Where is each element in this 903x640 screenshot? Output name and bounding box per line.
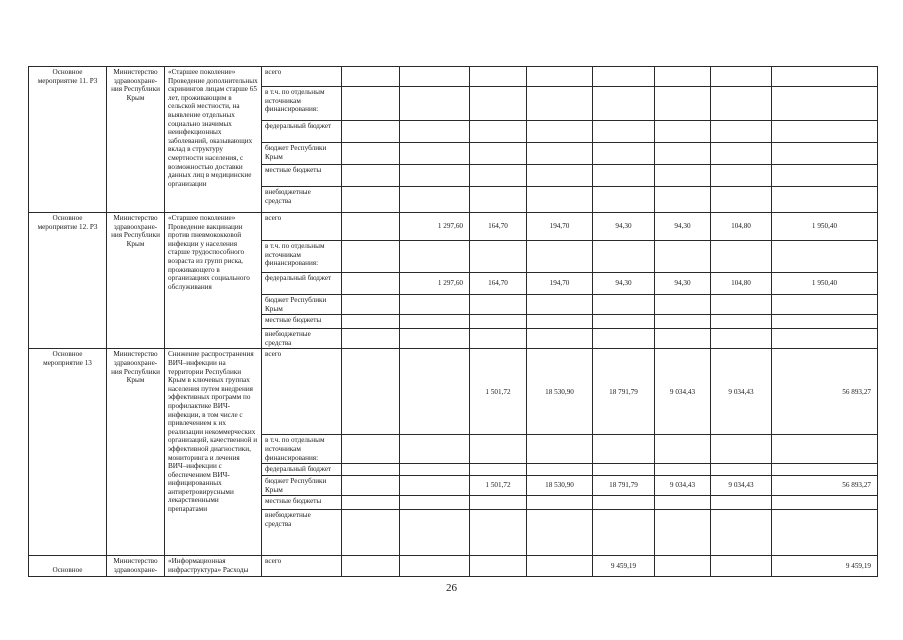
value-cell: 164,70 (470, 273, 527, 295)
event-description: Снижение распространения ВИЧ–инфекции на территории Республики Крым в ключевых группах населения путем внедрения эффективных программ по профилактике ВИЧ-инфекции, в том числе с привлечением к их реализации некоммерческих организаций, качественной и эффективной диагностики, мониторинга и лечения ВИЧ–инфекции с обеспечением ВИЧ-инфицированных антиретровирусными лекарственными препаратами (165, 349, 262, 556)
executor-name: Министерство здравоохране-ния Республики Крым (107, 349, 165, 556)
event-name: Основное (29, 556, 107, 576)
table-row (29, 213, 878, 241)
funding-source: в т.ч. по отдельным источникам финансирования: (262, 87, 342, 121)
value-cell: 9 034,43 (655, 349, 711, 435)
value-cell: 9 459,19 (593, 556, 655, 576)
budget-table (28, 66, 878, 577)
value-cell (342, 213, 400, 241)
table-row (29, 67, 878, 87)
value-cell: 104,80 (711, 273, 772, 295)
value-cell: 18 791,79 (593, 476, 655, 496)
event-name: Основное мероприятие 12. Р3 (29, 213, 107, 349)
value-cell (655, 556, 711, 576)
value-cell (342, 556, 400, 576)
funding-source: всего (262, 67, 342, 87)
funding-source: всего (262, 349, 342, 435)
funding-source: бюджет Республики Крым (262, 143, 342, 165)
value-cell (470, 121, 527, 143)
value-cell (527, 143, 593, 165)
value-cell (711, 143, 772, 165)
funding-source: федеральный бюджет (262, 464, 342, 476)
value-cell (655, 67, 711, 87)
event-name: Основное мероприятие 11. Р3 (29, 67, 107, 213)
value-cell: 18 791,79 (593, 349, 655, 435)
event-name: Основное мероприятие 13 (29, 349, 107, 556)
value-cell (342, 476, 400, 496)
event-description: «Старшее поколение» Проведение вакцинации против пневмококковой инфекции у населения старше трудоспособного возраста из групп риска, проживающего в организациях социального обслуживания (165, 213, 262, 349)
value-cell: 94,30 (655, 273, 711, 295)
value-cell: 1 501,72 (470, 349, 527, 435)
value-cell (527, 67, 593, 87)
funding-source: местные бюджеты (262, 315, 342, 329)
funding-source: всего (262, 213, 342, 241)
funding-source: федеральный бюджет (262, 273, 342, 295)
value-cell (711, 67, 772, 87)
value-cell (772, 143, 878, 165)
table-row (29, 556, 878, 576)
executor-name: Министерство здравоохране- (107, 556, 165, 576)
funding-source: бюджет Республики Крым (262, 476, 342, 496)
funding-source: всего (262, 556, 342, 576)
event-description: «Информационная инфраструктура» Расходы (165, 556, 262, 576)
event-description: «Старшее поколение» Проведение дополнительных скринингов лицам старше 65 лет, проживающим в сельской местности, на выявление отдельных социально значимых неинфекционных заболеваний, оказывающих вклад в структуру смертности населения, с возможностью доставки данных лиц в медицинские организации (165, 67, 262, 213)
value-cell (342, 121, 400, 143)
value-cell: 1 297,60 (400, 273, 470, 295)
funding-source: местные бюджеты (262, 165, 342, 187)
value-cell (342, 349, 400, 435)
value-cell (342, 67, 400, 87)
value-cell: 56 893,27 (772, 349, 878, 435)
value-cell (400, 476, 470, 496)
value-cell: 1 501,72 (470, 476, 527, 496)
value-cell: 9 034,43 (711, 476, 772, 496)
value-cell (400, 121, 470, 143)
executor-name: Министерство здравоохране-ния Республики Крым (107, 213, 165, 349)
value-cell: 94,30 (593, 213, 655, 241)
funding-source: в т.ч. по отдельным источникам финансирования: (262, 241, 342, 273)
table-row (29, 349, 878, 435)
funding-source: бюджет Республики Крым (262, 295, 342, 315)
value-cell: 94,30 (655, 213, 711, 241)
value-cell: 194,70 (527, 273, 593, 295)
value-cell (527, 556, 593, 576)
value-cell (593, 67, 655, 87)
value-cell: 104,80 (711, 213, 772, 241)
value-cell (655, 143, 711, 165)
value-cell: 56 893,27 (772, 476, 878, 496)
funding-source: в т.ч. по отдельным источникам финансирования: (262, 435, 342, 464)
value-cell (400, 67, 470, 87)
value-cell (470, 67, 527, 87)
funding-source: внебюджетные средства (262, 510, 342, 556)
value-cell (711, 121, 772, 143)
funding-source: местные бюджеты (262, 496, 342, 510)
value-cell: 1 950,40 (772, 213, 878, 241)
value-cell (342, 273, 400, 295)
value-cell (772, 121, 878, 143)
funding-source: внебюджетные средства (262, 187, 342, 213)
value-cell (470, 556, 527, 576)
funding-source: внебюджетные средства (262, 329, 342, 349)
value-cell (655, 121, 711, 143)
value-cell: 9 034,43 (711, 349, 772, 435)
value-cell: 1 950,40 (772, 273, 878, 295)
executor-name: Министерство здравоохране-ния Республики Крым (107, 67, 165, 213)
value-cell (400, 349, 470, 435)
value-cell (593, 121, 655, 143)
value-cell: 9 459,19 (772, 556, 878, 576)
value-cell (400, 556, 470, 576)
page-number: 26 (446, 582, 457, 594)
value-cell: 18 530,90 (527, 476, 593, 496)
value-cell: 9 034,43 (655, 476, 711, 496)
value-cell: 18 530,90 (527, 349, 593, 435)
value-cell (772, 67, 878, 87)
value-cell (400, 143, 470, 165)
value-cell (470, 143, 527, 165)
value-cell: 164,70 (470, 213, 527, 241)
value-cell: 94,30 (593, 273, 655, 295)
value-cell (342, 143, 400, 165)
funding-source: федеральный бюджет (262, 121, 342, 143)
value-cell (711, 556, 772, 576)
value-cell: 1 297,60 (400, 213, 470, 241)
value-cell (593, 143, 655, 165)
value-cell: 194,70 (527, 213, 593, 241)
value-cell (527, 121, 593, 143)
